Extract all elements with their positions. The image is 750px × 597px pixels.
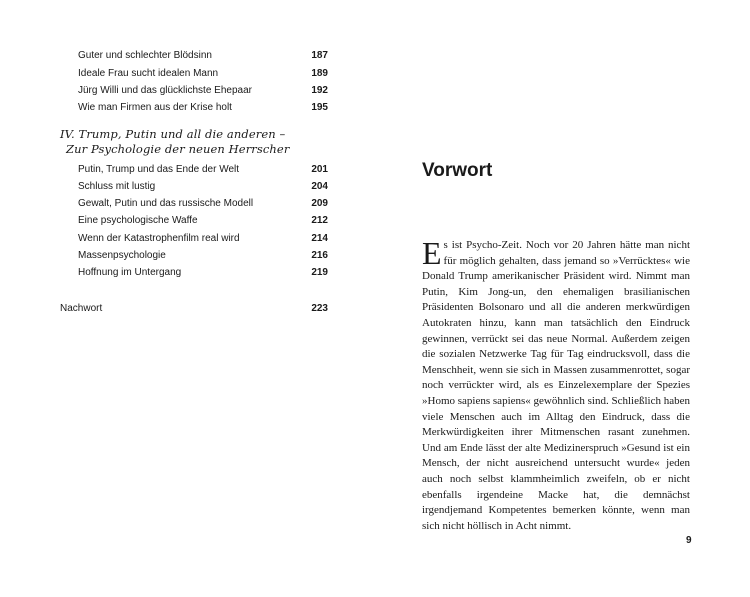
chapter-title: Vorwort — [422, 160, 493, 181]
toc-entry — [78, 267, 328, 278]
toc-entry-page: 189 — [311, 68, 328, 79]
toc-entry-title: Schluss mit lustig — [78, 181, 156, 192]
toc-entry — [78, 68, 328, 79]
toc-section-heading — [60, 127, 330, 157]
toc-entry — [78, 198, 328, 209]
toc-entry — [78, 233, 328, 244]
toc-entry-page: 192 — [311, 85, 328, 96]
toc-entry-page: 195 — [311, 102, 328, 113]
toc-entry — [78, 85, 328, 96]
toc-entry — [78, 102, 328, 113]
toc-entry-page: 223 — [311, 303, 328, 314]
toc-entry — [78, 250, 328, 261]
toc-entry-page: 201 — [311, 164, 328, 175]
toc-entry-nachwort — [60, 303, 328, 314]
toc-entry-title: Ideale Frau sucht idealen Mann — [78, 68, 219, 79]
toc-entry-page: 187 — [311, 50, 328, 61]
page-number: 9 — [686, 535, 692, 546]
toc-entry-title: Guter und schlechter Blödsinn — [78, 50, 212, 61]
toc-entry-title: Gewalt, Putin und das russische Modell — [78, 198, 254, 209]
toc-entry-title: Wenn der Katastrophenfilm real wird — [78, 233, 240, 244]
toc-entry-title: Wie man Firmen aus der Krise holt — [78, 102, 232, 113]
toc-entry-title: Putin, Trump und das Ende der Welt — [78, 164, 240, 175]
toc-entry — [78, 215, 328, 226]
toc-entry-page: 204 — [311, 181, 328, 192]
toc-entry-title: Eine psychologische Waffe — [78, 215, 198, 226]
toc-entry-page: 209 — [311, 198, 328, 209]
section-heading-line-2: Zur Psychologie der neuen Herrscher — [66, 142, 290, 156]
toc-entry — [78, 50, 328, 61]
toc-entry-title: Hoffnung im Untergang — [78, 267, 182, 278]
chapter-body-text — [422, 235, 690, 534]
drop-cap: E — [422, 235, 442, 271]
toc-entry-title: Massenpsychologie — [78, 250, 166, 261]
toc-entry — [78, 181, 328, 192]
toc-entry-page: 219 — [311, 267, 328, 278]
toc-entry-page: 214 — [311, 233, 328, 244]
toc-entry-page: 216 — [311, 250, 328, 261]
toc-entry-title: Nachwort — [60, 303, 103, 314]
toc-entry-title: Jürg Willi und das glücklichste Ehepaar — [78, 85, 252, 96]
chapter-paragraph: s ist Psycho-Zeit. Noch vor 20 Jahren hätte man nicht für möglich gehalten, dass jemand so »Verrücktes« wie Donald Trump amerikanischer Präsident wird. Nimmt man Putin, Kim Jong-un, den ehemaligen brasilianischen Präsidenten Bolsonaro und all die anderen merkwürdigen Autokraten hinzu, kann man tatsächlich den Eindruck gewinnen, verrückt sei das neue Normal. Außerdem zeigen die sozialen Netzwerke Tag für Tag eindrucksvoll, dass die Menschheit, wenn sie sich in Massen zusammenrottet, sogar noch verrückter wird, als es Einzelexemplare der Spezies »Homo sapiens sapiens« gewöhnlich sind. Schließlich haben viele Menschen auch im Alltag den Eindruck, dass die Merkwürdigkeiten ihrer Mitmenschen rasant zunehmen. Und am Ende lässt der alte Medizinerspruch »Gesund ist ein Mensch, der nicht ausreichend untersucht wurde« jeden auch noch selbst klammheimlich zweifeln, ob er nicht ebenfalls irgendeine Macke hat, die demnächst irgendjemand Kompetentes bemerken könnte, wenn man sich nicht höllisch in Acht nimmt. — [422, 239, 690, 532]
toc-entry — [78, 164, 328, 175]
section-heading-line-1: IV. Trump, Putin und all die anderen – — [60, 127, 286, 141]
toc-entry-page: 212 — [311, 215, 328, 226]
